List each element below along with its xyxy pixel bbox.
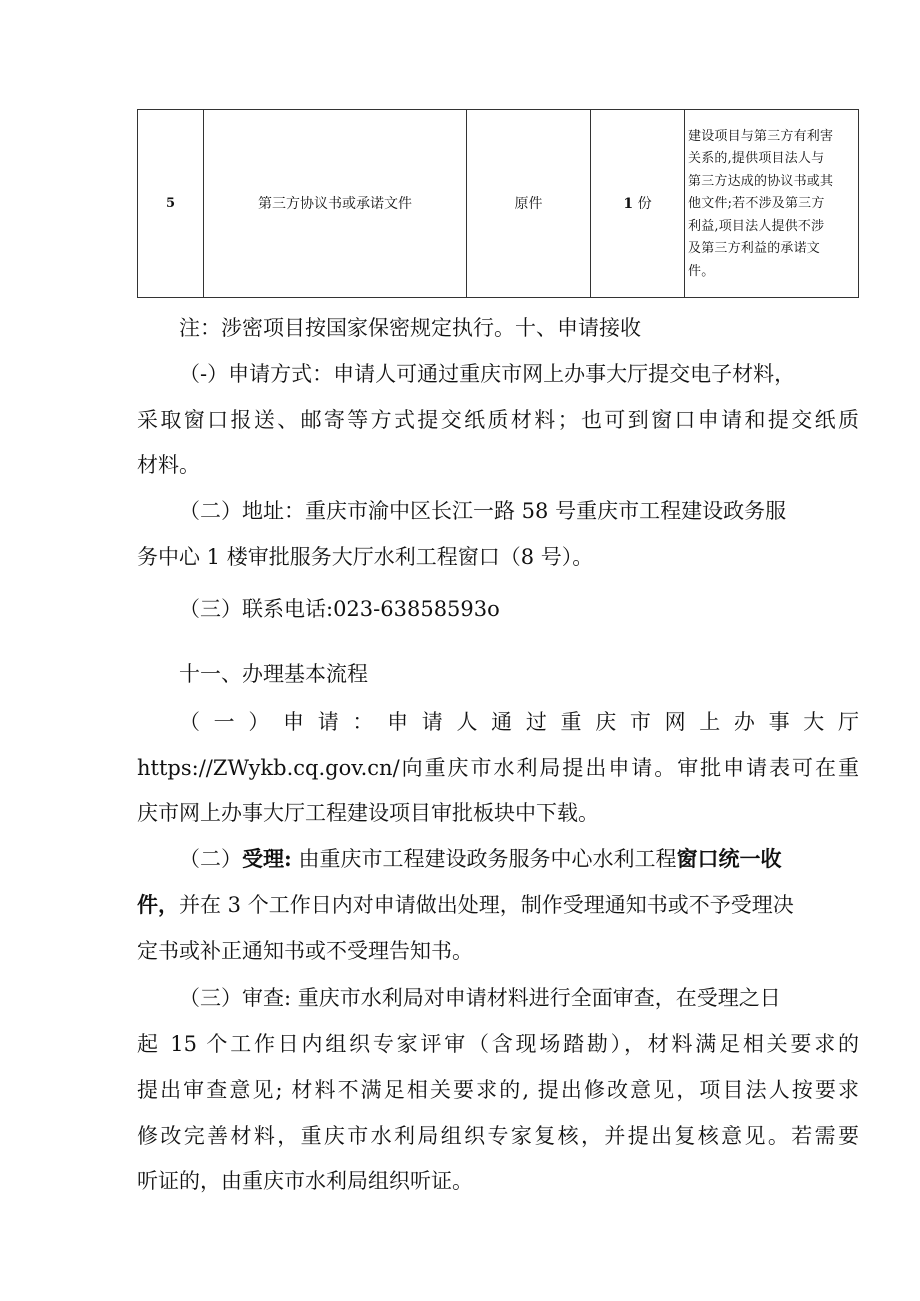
remark-line: 第三方达成的协议书或其 [688, 173, 834, 189]
address-line: 务中心 1 楼审批服务大厅水利工程窗口（8 号）。 [137, 545, 594, 569]
remark-line: 关系的,提供项目法人与 [688, 151, 825, 167]
remark-line: 利益,项目法人提供不涉 [688, 218, 825, 234]
review-line: 提出审查意见; 材料不满足相关要求的, 提出修改意见，项目法人按要求 [137, 1078, 859, 1102]
count-number: 1 [623, 195, 634, 212]
material-count [591, 110, 685, 298]
apply-line: （ 一 ） 申 请 ： 申 请 人 通 过 重 庆 市 网 上 办 事 大 厅 [179, 710, 859, 734]
accept-bold-text: 窗口统一收 [676, 846, 782, 871]
remark-line: 件。 [688, 263, 715, 279]
review-line: 修改完善材料，重庆市水利局组织专家复核，并提出复核意见。若需要 [137, 1124, 859, 1148]
material-name: 第三方协议书或承诺文件 [204, 110, 467, 298]
accept-text: 并在 3 个工作日内对申请做出处理，制作受理通知书或不予受理决 [179, 893, 794, 917]
address-line: （二）地址：重庆市渝中区长江一路 58 号重庆市工程建设政务服 [179, 499, 787, 523]
remark-line: 建设项目与第三方有利害 [688, 128, 834, 144]
apply-method-line: 材料。 [137, 453, 200, 477]
apply-method-line: （-）申请方式：申请人可通过重庆市网上办事大厅提交电子材料， [179, 362, 796, 386]
accept-line [137, 844, 859, 874]
material-remark [685, 110, 859, 298]
apply-line: https://ZWykb.cq.gov.cn/向重庆市水利局提出申请。审批申请表可在重 [137, 756, 859, 780]
accept-line [137, 890, 859, 920]
note-line: 注：涉密项目按国家保密规定执行。十、申请接收 [179, 316, 641, 340]
section-title: 十一、办理基本流程 [179, 662, 368, 686]
accept-label: 受理: [242, 846, 292, 871]
apply-method-line: 采取窗口报送、邮寄等方式提交纸质材料；也可到窗口申请和提交纸质 [137, 408, 859, 432]
remark-line: 他文件;若不涉及第三方 [688, 196, 825, 212]
review-line: 起 15 个工作日内组织专家评审（含现场踏勘），材料满足相关要求的 [137, 1032, 859, 1056]
remark-line: 及第三方利益的承诺文 [688, 241, 821, 257]
apply-line: 庆市网上办事大厅工程建设项目审批板块中下载。 [137, 801, 599, 825]
accept-line: 定书或补正通知书或不受理告知书。 [137, 939, 473, 963]
accept-prefix: （二） [179, 847, 242, 871]
review-line: （三）审查: 重庆市水利局对申请材料进行全面审查，在受理之日 [179, 986, 781, 1010]
phone-line: （三）联系电话:023-63858593o [179, 597, 500, 621]
count-unit: 份 [637, 195, 652, 212]
accept-bold-text: 件， [137, 892, 179, 917]
review-line: 听证的，由重庆市水利局组织听证。 [137, 1169, 473, 1193]
row-number: 5 [138, 110, 204, 298]
materials-table [137, 109, 859, 298]
table-row [138, 110, 859, 298]
material-form: 原件 [467, 110, 591, 298]
accept-text: 由重庆市工程建设政务服务中心水利工程 [291, 847, 677, 871]
